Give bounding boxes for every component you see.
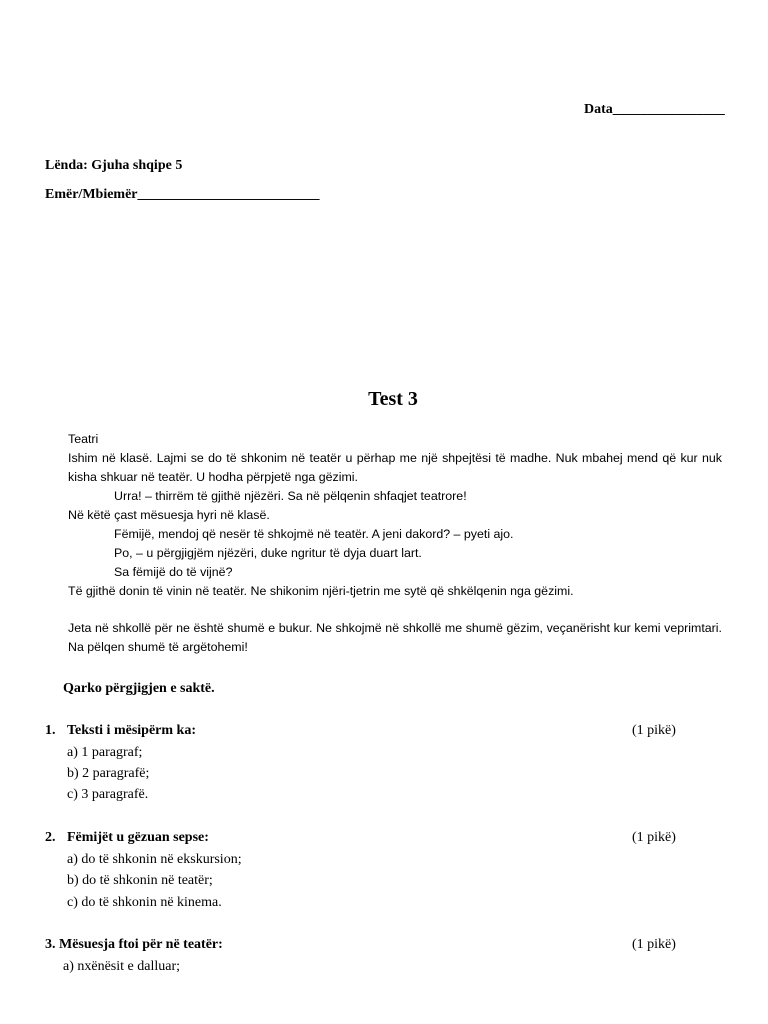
question-1-option-b[interactable]: b) 2 paragrafë; (67, 766, 150, 781)
passage-line-urra: Urra! – thirrëm të gjithë njëzëri. Sa në pëlqenin shfaqjet teatrore! (114, 489, 467, 503)
question-2-title (45, 830, 209, 846)
passage-line-answer: Po, – u përgjigjëm njëzëri, duke ngritur të dyja duart lart. (114, 546, 422, 560)
question-text: Fëmijët u gëzuan sepse: (67, 830, 209, 845)
question-2-option-b[interactable]: b) do të shkonin në teatër; (67, 873, 213, 888)
question-text: Teksti i mësipërm ka: (67, 723, 196, 738)
question-3-title (45, 937, 223, 953)
question-2-points: (1 pikë) (632, 830, 676, 845)
subject-label: Lënda: Gjuha shqipe 5 (45, 158, 183, 173)
reading-passage (68, 430, 722, 657)
question-1-option-c[interactable]: c) 3 paragrafë. (67, 787, 149, 802)
question-2-option-c[interactable]: c) do të shkonin në kinema. (67, 895, 222, 910)
passage-line-howmany: Sa fëmijë do të vijnë? (114, 565, 233, 579)
name-field-label: Emër/Mbiemër__________________________ (45, 187, 320, 202)
passage-heading: Teatri (68, 432, 99, 446)
passage-line-all: Të gjithë donin të vinin në teatër. Ne shikonim njëri-tjetrin me sytë që shkëlqenin nga gëzimi. (68, 584, 574, 598)
question-1-points: (1 pikë) (632, 723, 676, 738)
passage-paragraph-2: Jeta në shkollë për ne është shumë e bukur. Ne shkojmë në shkollë me shumë gëzim, veçanërisht kur kemi veprimtari. Na pëlqen shumë të argëtohemi! (68, 621, 722, 654)
passage-line-teacher: Në këtë çast mësuesja hyri në klasë. (68, 508, 270, 522)
question-2-option-a[interactable]: a) do të shkonin në ekskursion; (67, 852, 242, 867)
question-3-option-a[interactable]: a) nxënësit e dalluar; (63, 959, 181, 974)
date-field-label: Data________________ (584, 102, 725, 117)
instruction-text: Qarko përgjigjen e saktë. (63, 681, 215, 696)
question-number: 2. (45, 830, 56, 845)
question-number: 3. (45, 937, 56, 952)
question-text: Mësuesja ftoi për në teatër: (59, 937, 223, 952)
question-3-points: (1 pikë) (632, 937, 676, 952)
test-title: Test 3 (368, 388, 418, 410)
question-1-option-a[interactable]: a) 1 paragraf; (67, 745, 143, 760)
question-1-title (45, 723, 196, 739)
passage-paragraph-1: Ishim në klasë. Lajmi se do të shkonim në teatër u përhap me një shpejtësi të madhe. Nuk mbahej mend që kur nuk kisha shkuar në teatër. U hodha përpjetë nga gëzimi. (68, 451, 722, 484)
passage-line-question: Fëmijë, mendoj që nesër të shkojmë në teatër. A jeni dakord? – pyeti ajo. (114, 527, 514, 541)
question-number: 1. (45, 723, 56, 738)
paragraph-gap (68, 601, 722, 619)
